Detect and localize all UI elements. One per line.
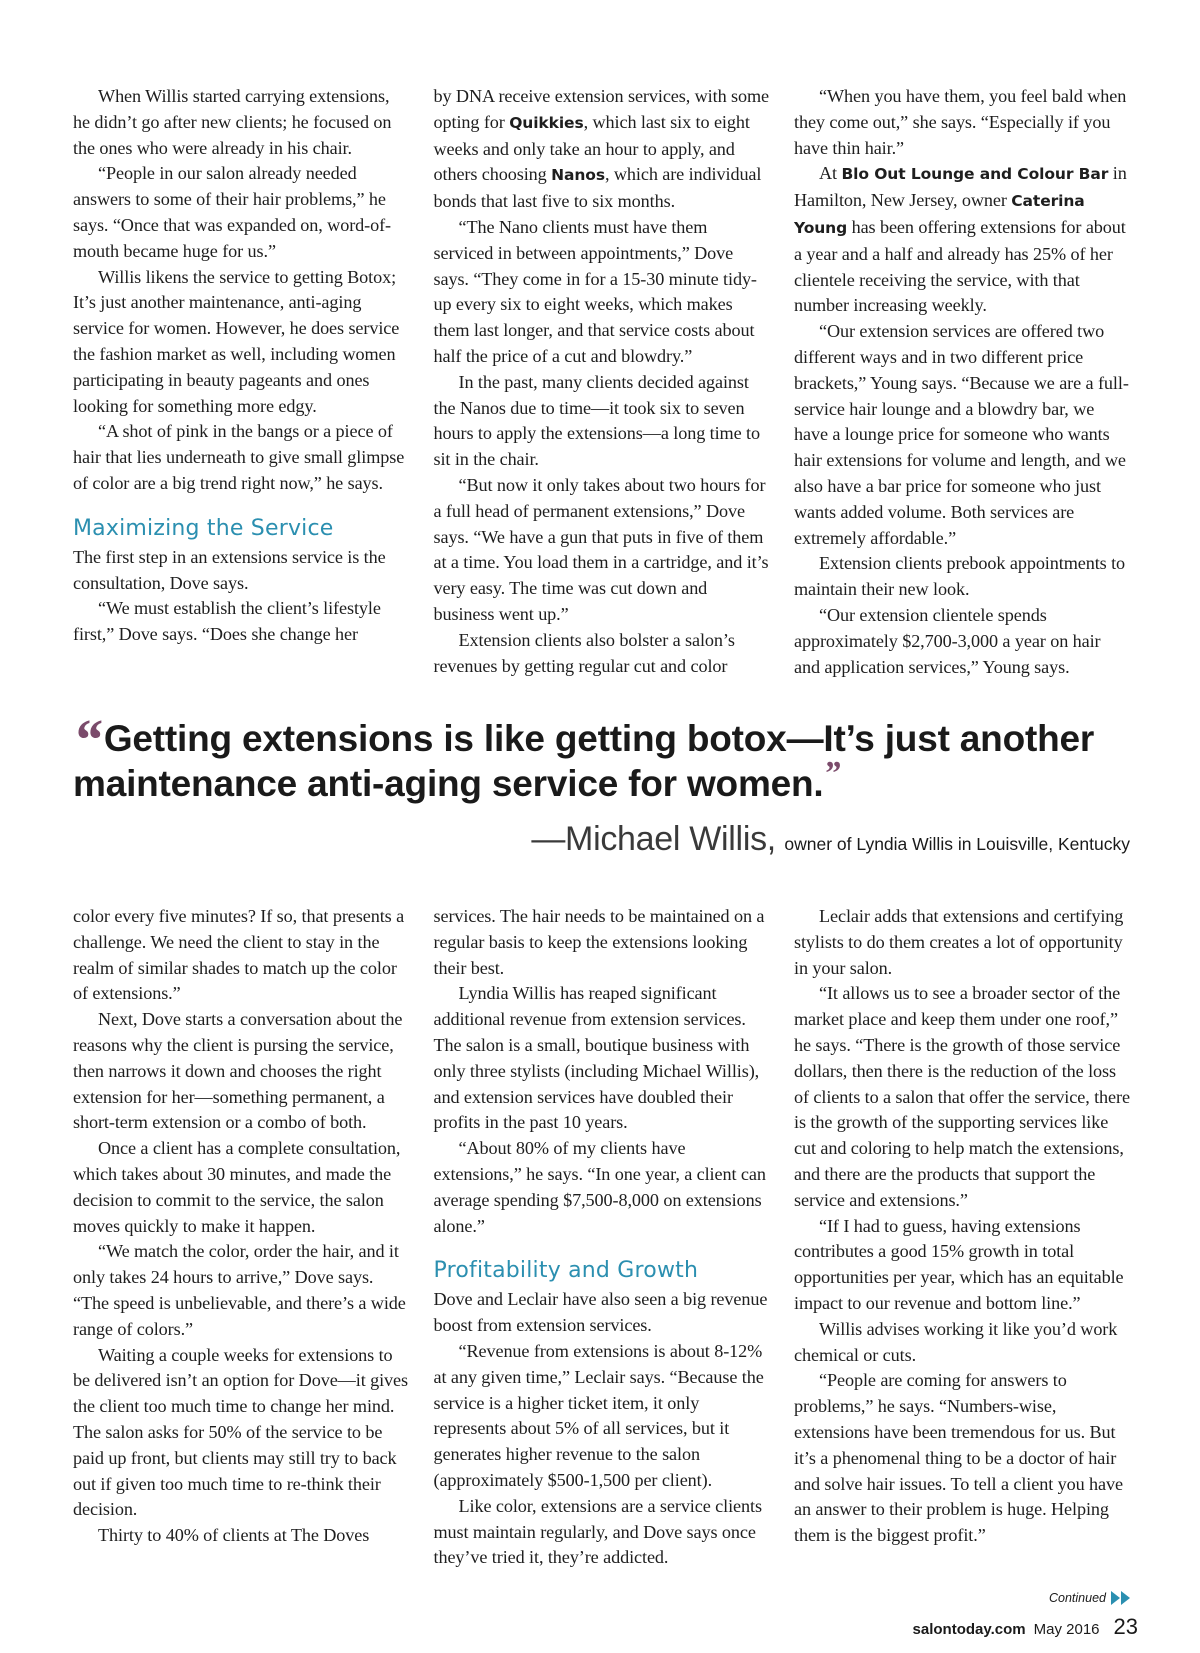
footer-date: May 2016: [1033, 1621, 1100, 1638]
paragraph: Thirty to 40% of clients at The Doves: [98, 1525, 370, 1546]
text-run: , which last six to eight weeks and only take an hour to apply, and others choosing: [433, 111, 750, 185]
paragraph: “About 80% of my clients have extensions,” he says. “In one year, a client can average spending $7,500-8,000 on extensions alone.”: [433, 1138, 766, 1236]
column-3-bottom: [794, 904, 1130, 1571]
product-name-nanos: Nanos: [551, 166, 605, 185]
column-1-bottom: [73, 904, 409, 1571]
paragraph: color every five minutes? If so, that presents a challenge. We need the client to stay in the realm of similar shades to match up the color of extensions.”: [73, 906, 405, 1004]
top-columns: [73, 84, 1130, 680]
paragraph: [794, 161, 1130, 319]
pull-quote-attribution: [73, 820, 1130, 859]
paragraph: “People in our salon already needed answers to some of their hair problems,” he says. “Once that was expanded on, word-of-mouth became huge for us.”: [73, 163, 392, 261]
paragraph: “When you have them, you feel bald when they come out,” she says. “Especially if you have thin hair.”: [794, 86, 1127, 158]
salon-name: Blo Out Lounge and Colour Bar: [841, 165, 1109, 184]
paragraph: Willis likens the service to getting Botox; It’s just another maintenance, anti-aging service for women. However, he does service the fashion market as well, including women participating in beauty pageants and ones looking for something more edgy.: [73, 266, 400, 416]
section-heading-profitability: Profitability and Growth: [433, 1258, 699, 1284]
paragraph: “The Nano clients must have them serviced in between appointments,” Dove says. “They come in for a 15-30 minute tidy-up every six to eight weeks, which makes them last longer, and that service costs about half the price of a cut and blowdry.”: [433, 216, 757, 366]
paragraph: services. The hair needs to be maintained on a regular basis to keep the extensions looking their best.: [433, 906, 765, 978]
paragraph: “We must establish the client’s lifestyle first,” Dove says. “Does she change her: [73, 598, 381, 645]
text-run: has been offering extensions for about a year and a half and already has 25% of her clientele receiving the service, with that number increasing weekly.: [794, 216, 1126, 316]
paragraph: Like color, extensions are a service clients must maintain regularly, and Dove says once they’ve tried it, they’re addicted.: [433, 1495, 762, 1568]
attribution-role: owner of Lyndia Willis in Louisville, Kentucky: [784, 834, 1130, 854]
paragraph: Once a client has a complete consultation, which takes about 30 minutes, and made the decision to commit to the service, the salon moves quickly to make it happen.: [73, 1138, 401, 1236]
double-arrow-icon: [1111, 1591, 1130, 1605]
paragraph: When Willis started carrying extensions, he didn’t go after new clients; he focused on the ones who were already in his chair.: [73, 86, 392, 158]
paragraph: The first step in an extensions service is the consultation, Dove says.: [73, 546, 386, 593]
paragraph: Willis advises working it like you’d work chemical or cuts.: [794, 1318, 1118, 1365]
column-1-top: [73, 84, 409, 680]
column-2-bottom: [434, 904, 770, 1571]
bottom-columns: [73, 904, 1130, 1571]
paragraph: “A shot of pink in the bangs or a piece of hair that lies underneath to give small glimpse of color are a big trend right now,” he says.: [73, 421, 405, 493]
paragraph: “People are coming for answers to problems,” he says. “Numbers-wise, extensions have been tremendous for us. But it’s a phenomenal thing to be a doctor of hair and solve hair issues. To tell a client you have an answer to their problem is huge. Helping them is the biggest profit.”: [794, 1370, 1123, 1546]
open-quote-mark: “: [73, 707, 102, 772]
paragraph: “Revenue from extensions is about 8-12% at any given time,” Leclair says. “Because the service is a higher ticket item, it only represents about 5% of all services, but it generates higher revenue to the salon (approximately $500-1,500 per client).: [433, 1340, 764, 1490]
paragraph: Leclair adds that extensions and certifying stylists to do them creates a lot of opportunity in your salon.: [794, 906, 1124, 978]
paragraph: Extension clients also bolster a salon’s revenues by getting regular cut and color: [433, 629, 735, 676]
paragraph: Next, Dove starts a conversation about the reasons why the client is pursing the service, then narrows it down and chooses the right extension for her—something permanent, a short-term extension or a combo of both.: [73, 1009, 403, 1133]
paragraph: Lyndia Willis has reaped significant additional revenue from extension services. The salon is a small, boutique business with only three stylists (including Michael Willis), and extension services have doubled their profits in the past 10 years.: [433, 983, 760, 1133]
page-number: 23: [1113, 1614, 1138, 1639]
column-3-top: [794, 84, 1130, 680]
owner-name: Caterina Young: [794, 192, 1085, 237]
text-run: , which are individual bonds that last five to six months.: [433, 164, 762, 212]
paragraph: In the past, many clients decided against the Nanos due to time—it took six to seven hours to apply the extensions—a long time to sit in the chair.: [433, 371, 760, 470]
paragraph: “But now it only takes about two hours for a full head of permanent extensions,” Dove says. “We have a gun that puts in five of them at a time. You load them in a cartridge, and it’s very easy. The time was cut down and business went up.”: [433, 474, 769, 624]
pull-quote: [73, 707, 1130, 859]
paragraph: Dove and Leclair have also seen a big revenue boost from extension services.: [433, 1289, 768, 1336]
page-footer: [913, 1614, 1138, 1640]
footer-site: salontoday.com: [912, 1621, 1026, 1638]
column-2-top: [434, 84, 770, 680]
paragraph: “If I had to guess, having extensions contributes a good 15% growth in total opportunities per year, which has an equitable impact to our revenue and bottom line.”: [794, 1215, 1124, 1313]
paragraph: “We match the color, order the hair, and it only takes 24 hours to arrive,” Dove says. “The speed is unbelievable, and there’s a wide range of colors.”: [73, 1241, 406, 1339]
paragraph: Extension clients prebook appointments to maintain their new look.: [794, 553, 1126, 600]
text-run: in Hamilton, New Jersey, owner: [794, 163, 1127, 211]
paragraph: Waiting a couple weeks for extensions to be delivered isn’t an option for Dove—it gives the client too much time to change her mind. The salon asks for 50% of the service to be paid up front, but clients may still try to back out if given too much time to re-think their decision.: [73, 1344, 408, 1520]
paragraph: “Our extension services are offered two different ways and in two different price brackets,” Young says. “Because we are a full-service hair lounge and a blowdry bar, we have a lounge price for someone who wants hair extensions for volume and length, and we also have a bar price for someone who just wants added volume. Both services are extremely affordable.”: [794, 321, 1129, 548]
text-run: At: [819, 163, 842, 184]
paragraph: [434, 84, 770, 215]
paragraph: “Our extension clientele spends approximately $2,700-3,000 a year on hair and application services,” Young says.: [794, 604, 1101, 677]
text-run: by DNA receive extension services, with some opting for: [433, 86, 770, 132]
continued-link[interactable]: [1049, 1591, 1130, 1605]
pull-quote-text: [73, 707, 1130, 806]
close-quote-mark: ”: [823, 755, 841, 792]
paragraph: “It allows us to see a broader sector of the market place and keep them under one roof,” he says. “There is the growth of those service dollars, then there is the reduction of the loss of clients to a salon that offer the service, there is the growth of the supporting services like cut and coloring to help match the extensions, and there are the products that support the service and extensions.”: [794, 983, 1130, 1210]
pull-quote-body: Getting extensions is like getting botox—It’s just another maintenance anti-aging service for women.: [73, 718, 1095, 804]
attribution-name: —Michael Willis,: [531, 820, 776, 858]
section-heading-maximizing: Maximizing the Service: [73, 515, 334, 541]
continued-label: Continued: [1049, 1591, 1106, 1605]
product-name-quikkies: Quikkies: [509, 113, 584, 132]
